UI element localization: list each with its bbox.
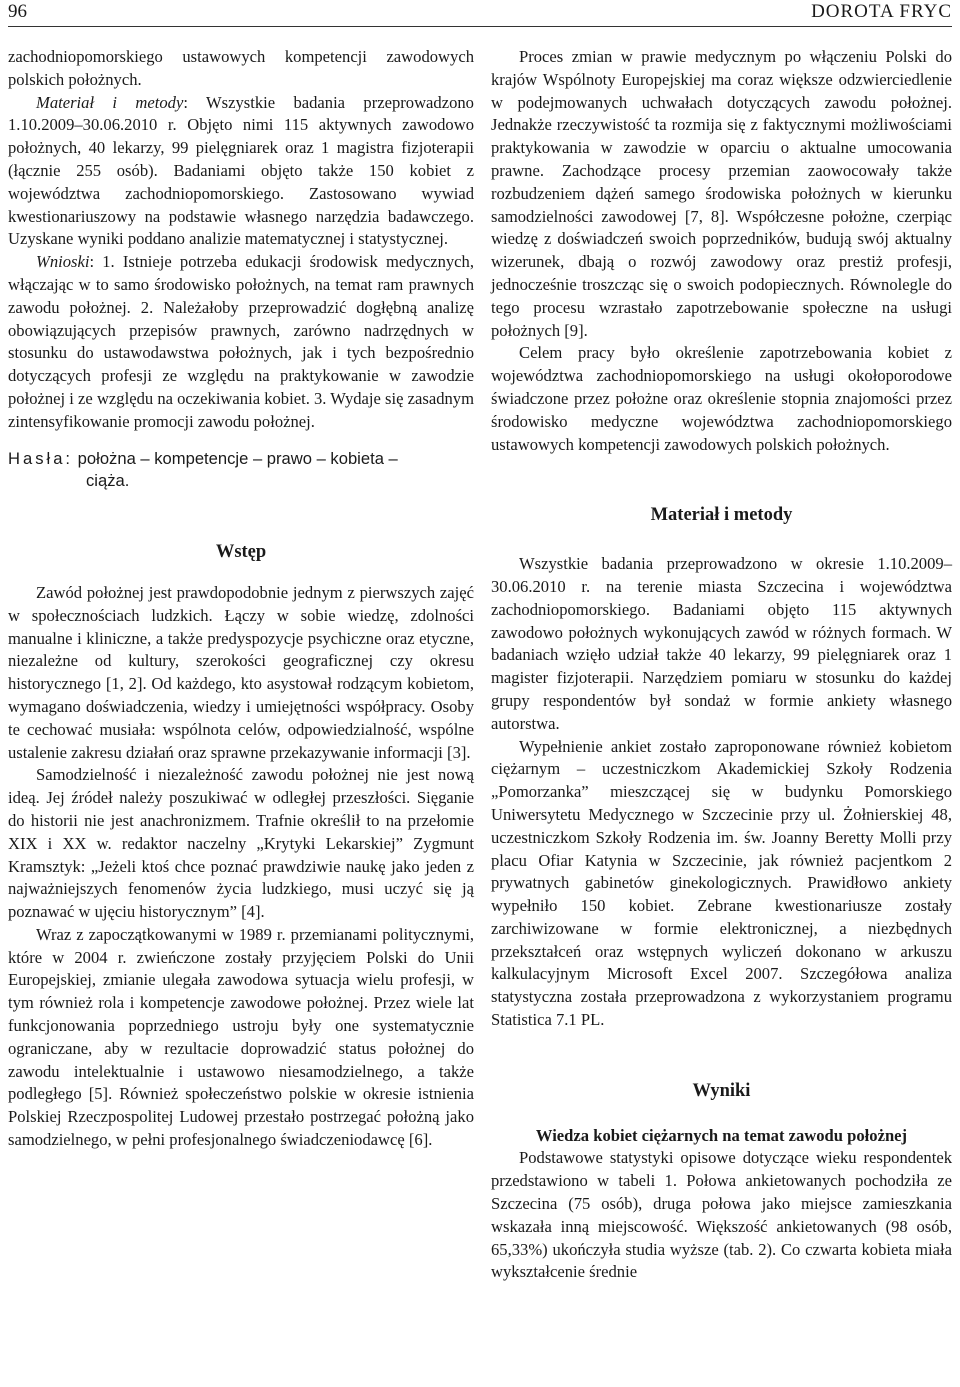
running-author: DOROTA FRYC [811,1,952,22]
conclusions-label: Wnioski [36,252,90,272]
results-paragraph-1: Podstawowe statystyki opisowe dotyczące wieku respondentek przedstawiono w tabeli 1. Połowa ankietowanych pochodziła ze Szczecina (75 osób), druga połowa jako miejsce zamieszkania wskazała inną miejscowość. Większość ankietowanych (98 osób, 65,33%) ukończyła studia wyższe (tab. 2). Co czwarta kobieta miała wykształcenie średnie [491,1148,952,1282]
methods-text: : Wszystkie badania przeprowadzono 1.10.2009–30.06.2010 r. Objęto nimi 115 aktywnych zawodowo położnych, 40 lekarzy, 99 pielęgniarek oraz 1 magistra fizjoterapii (łącznie 255 osób). Badaniami objęto także 150 kobiet z województwa zachodniopomorskiego. Zastosowano wywiad kwestionariuszowy na podstawie własnego narzędzia badawczego. Uzyskane wyniki poddano analizie matematycznej i statystycznej. [8,92,474,249]
keywords-label: Hasła: [8,448,74,468]
right-paragraph-1: Proces zmian w prawie medycznym po włączeniu Polski do krajów Wspólnoty Europejskiej ma coraz większe odzwierciedlenie w podejmowanych uchwałach dotyczących zawodu położnej. Jednakże rzeczywistość ta rozmija się z faktycznymi możliwościami praktykowania w zawodzie w oparciu o aktualne umocowania prawne. Zachodzące procesy przemian zaowocowały także rozbudzeniem dążeń samego środowiska położnych w kierunku samodzielności zawodowej [7, 8]. Współczesne położne, czerpiąc wiedzę z doświadczeń swoich poprzedników, budują swój aktualny wizerunek, dbają o rozwój zawodowy oraz prestiż profesji, jednocześnie troszcząc się o swoich podopiecznych. Równolegle do tego procesu wzrastało zapotrzebowanie społeczne na usługi położnych [9]. [491,47,952,340]
running-header [8,0,952,27]
keywords-line-2: ciąża. [86,471,130,491]
aim-paragraph: Celem pracy było określenie zapotrzebowania kobiet z województwa zachodniopomorskiego na usługi okołoporodowe świadczone przez położne oraz określenie stopnia znajomości przez środowisko medyczne województwa zachodniopomorskiego ustawowych kompetencji zawodowych polskich położnych. [491,343,952,454]
abstract-conclusions [8,251,474,433]
keywords [8,448,474,494]
results-heading: Wyniki [692,1080,751,1101]
methods-paragraph-1: Wszystkie badania przeprowadzono w okresie 1.10.2009–30.06.2010 r. na terenie miasta Szczecina i województwa zachodniopomorskiego. Badaniami objęto 115 aktywnych zawodowo położnych wykonujących zawód w różnych formach. W badaniach wzięło udział także 40 lekarzy, 99 pielęgniarek oraz 1 magister fizjoterapii. Narzędziem pomiaru w stosunku do każdej grupy respondentów był sondaż w formie ankiety własnego autorstwa. [491,554,952,733]
left-column [8,46,474,1152]
intro-paragraph-2: Samodzielność i niezależność zawodu położnej nie jest nową ideą. Jej źródeł należy poszukiwać w odległej przeszłości. Sięganie do historii nie jest anachronizmem. Trafnie określił to na przełomie XIX i XX w. redaktor naczelny „Krytyki Lekarskiej” Zygmunt Kramsztyk: „Jeżeli ktoś chce poznać prawdziwie naukę jako jeden z najważniejszych fenomenów życia ludzkiego, musi uczyć się ją poznawać w ujęciu historycznym” [4]. [8,765,474,922]
page-number: 96 [8,1,27,22]
keywords-line-1: położna – kompetencje – prawo – kobieta – [77,448,398,468]
intro-paragraph-1: Zawód położnej jest prawdopodobnie jednym z pierwszych zajęć w społecznościach ludzkich. Łączy w sobie wiedzę, zdolności manualne i kliniczne, a także predyspozycje psychiczne oraz etyczne, niezależne od kultury, szerokości geograficznej czy okresu historycznego [1, 2]. Od każdego, kto asystował rodzącym kobietom, wymagano doświadczenia, wiedzy i umiejętności współpracy. Osoby te cechować musiała: wspólnota celów, odpowiedzialność, wspólne ustalenie zakresu działań oraz sprawne przekazywanie informacji [3]. [8,582,474,762]
methods-label: Materiał i metody [36,92,184,112]
conclusions-text: : 1. Istnieje potrzeba edukacji środowisk medycznych, włączając w to samo środowisko położnych, na temat ram prawnych zawodu położnej. 2. Należałoby przeprowadzić dogłębną analizę obowiązujących przepisów prawnych, zarówno nadrzędnych w stosunku do ustawodawstwa położnych, jak i tych bezpośrednio dotyczących profesji ze względu na praktykowanie w zawodzie położnej i ze względu na oczekiwania kobiet. 3. Wydaje się zasadnym zintensyfikowanie promocji zawodu położnej. [8,252,474,431]
abstract-aim-end: zachodniopomorskiego ustawowych kompetencji zawodowych polskich położnych. [8,47,474,89]
methods-heading: Materiał i metody [650,505,793,526]
intro-heading: Wstęp [215,542,267,563]
results-subheading: Wiedza kobiet ciężarnych na temat zawodu położnej [535,1125,908,1145]
abstract-methods [8,92,474,252]
methods-paragraph-2: Wypełnienie ankiet zostało zaproponowane również kobietom ciężarnym – uczestniczkom Akademickiej Szkoły Rodzenia „Pomorzanka” mieszczącej się w budynku Pomorskiego Uniwersytetu Medycznego w Szczecinie przy ul. Żołnierskiej 48, uczestniczkom Szkoły Rodzenia im. św. Joanny Beretty Molli przy placu Ofiar Katynia w Szczecinie, jak również pacjentkom 2 prywatnych gabinetów ginekologicznych. Prawidłowo ankiety wypełniło 150 kobiet. Zebrane kwestionariusze zostały zarchiwizowane w formie elektronicznej, a niezbędnych przekształceń oraz wstępnych wyliczeń dokonano w arkuszu kalkulacyjnym Microsoft Excel 2007. Szczegółowa analiza statystyczna została przeprowadzona z wykorzystaniem programu Statistica 7.1 PL. [491,736,952,1030]
right-column [491,46,952,1284]
intro-paragraph-3: Wraz z zapoczątkowanymi w 1989 r. przemianami politycznymi, które w 2004 r. zwieńczone zostały przyjęciem Polski do Unii Europejskiej, zmianie ulegała zawodowa sytuacja wielu profesji, w tym również rola i kompetencje zawodowe położnej. Przez wiele lat funkcjonowania poprzedniego ustroju były one systematycznie ograniczane, aby w rezultacie doprowadzić status położnej do zawodu intelektualnie i ustawowo niesamodzielnego, a także podległego [5]. Również społeczeństwo polskie w okresie istnienia Polskiej Rzeczpospolitej Ludowej przestało postrzegać położną jako samodzielnego, w pełni profesjonalnego świadczeniodawcę [6]. [8,924,474,1150]
